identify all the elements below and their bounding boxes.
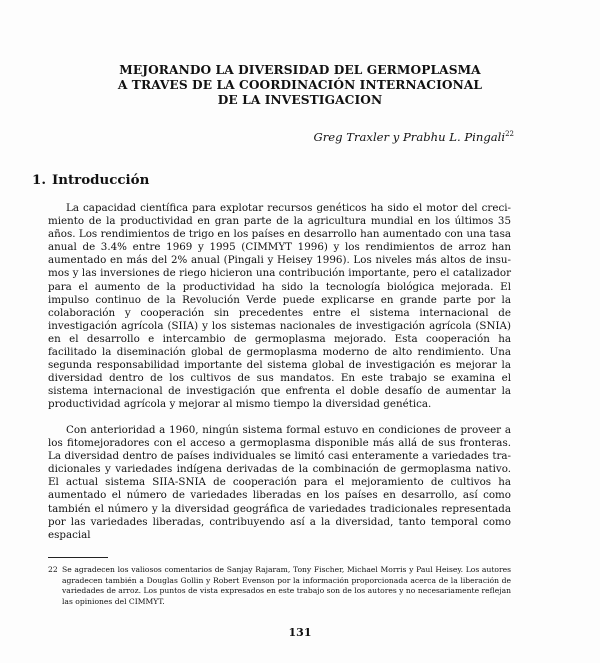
section-heading	[32, 172, 149, 188]
body-paragraph-container	[48, 424, 511, 542]
body-paragraph-container	[48, 202, 511, 412]
footnote	[48, 565, 511, 607]
footnote-divider	[48, 557, 108, 558]
page-number: 131	[288, 626, 312, 639]
body-paragraph: La capacidad científica para explotar recursos genéticos ha sido el motor del crecimiento de la productividad en gran parte de la agricultura mundial en los últimos 35 años. Los rendimientos de trigo en los países en desarrollo han aumentado con una tasa anual de 3.4% entre 1969 y 1995 (CIMMYT 1996) y los rendimientos de arroz han aumentado en más del 2% anual (Pingali y Heisey 1996). Los niveles más altos de insumos y las inversiones de riego hicieron una contribución importante, pero el catalizador para el aumento de la productividad ha sido la tecnología biológica mejorada. El impulso continuo de la Revolución Verde puede explicarse en grande parte por la colaboración y cooperación sin precedentes entre el sistema internacional de investigación agrícola (SIIA) y los sistemas nacionales de investigación agrícola (SNIA) en el desarrollo e intercambio de germoplasma mejorado. Esta cooperación ha facilitado la diseminación global de germoplasma moderno de alto rendimiento. Una segunda responsabilidad importante del sistema global de investigación es mejorar la diversidad dentro de los cultivos de sus mandatos. En este trabajo se examina el sistema internacional de investigación que enfrenta el doble desafío de aumentar la productividad agrícola y mejorar al mismo tiempo la diversidad genética.	[48, 202, 511, 411]
document-title	[100, 63, 500, 108]
section-number: 1.	[32, 172, 46, 188]
author-names: Greg Traxler y Prabhu L. Pingali	[313, 130, 506, 144]
body-paragraph: Con anterioridad a 1960, ningún sistema formal estuvo en condiciones de proveer a los fitomejoradores con el acceso a germoplasma disponible más allá de sus fronteras. La diversidad dentro de países individuales se limitó casi enteramente a variedades tradicionales y variedades indígena derivadas de la combinación de germoplasma nativo. El actual sistema SIIA-SNIA de cooperación para el mejoramiento de cultivos ha aumentado el número de variedades liberadas en los países en desarrollo, así como también el número y la diversidad geográfica de variedades tradicionales representada por las variedades liberadas, contribuyendo así a la diversidad, tanto temporal como espacial	[48, 424, 511, 541]
title-line: DE LA INVESTIGACION	[217, 93, 383, 107]
footnote-reference: 22	[505, 130, 514, 139]
section-title: Introducción	[51, 172, 150, 188]
footnote-number: 22	[48, 565, 58, 574]
footnote-text: Se agradecen los valiosos comentarios de Sanjay Rajaram, Tony Fischer, Michael Morris y Paul Heisey. Los autores agradecen también a Douglas Gollin y Robert Evenson por la información proporcionada acerca de la liberación de variedades de arroz. Los puntos de vista expresados en este trabajo son de los autores y no necesariamente reflejan las opiniones del CIMMYT.	[62, 565, 511, 606]
authors-line	[313, 130, 514, 144]
title-line: MEJORANDO LA DIVERSIDAD DEL GERMOPLASMA	[119, 63, 481, 77]
title-line: A TRAVES DE LA COORDINACIÓN INTERNACIONAL	[117, 78, 483, 92]
